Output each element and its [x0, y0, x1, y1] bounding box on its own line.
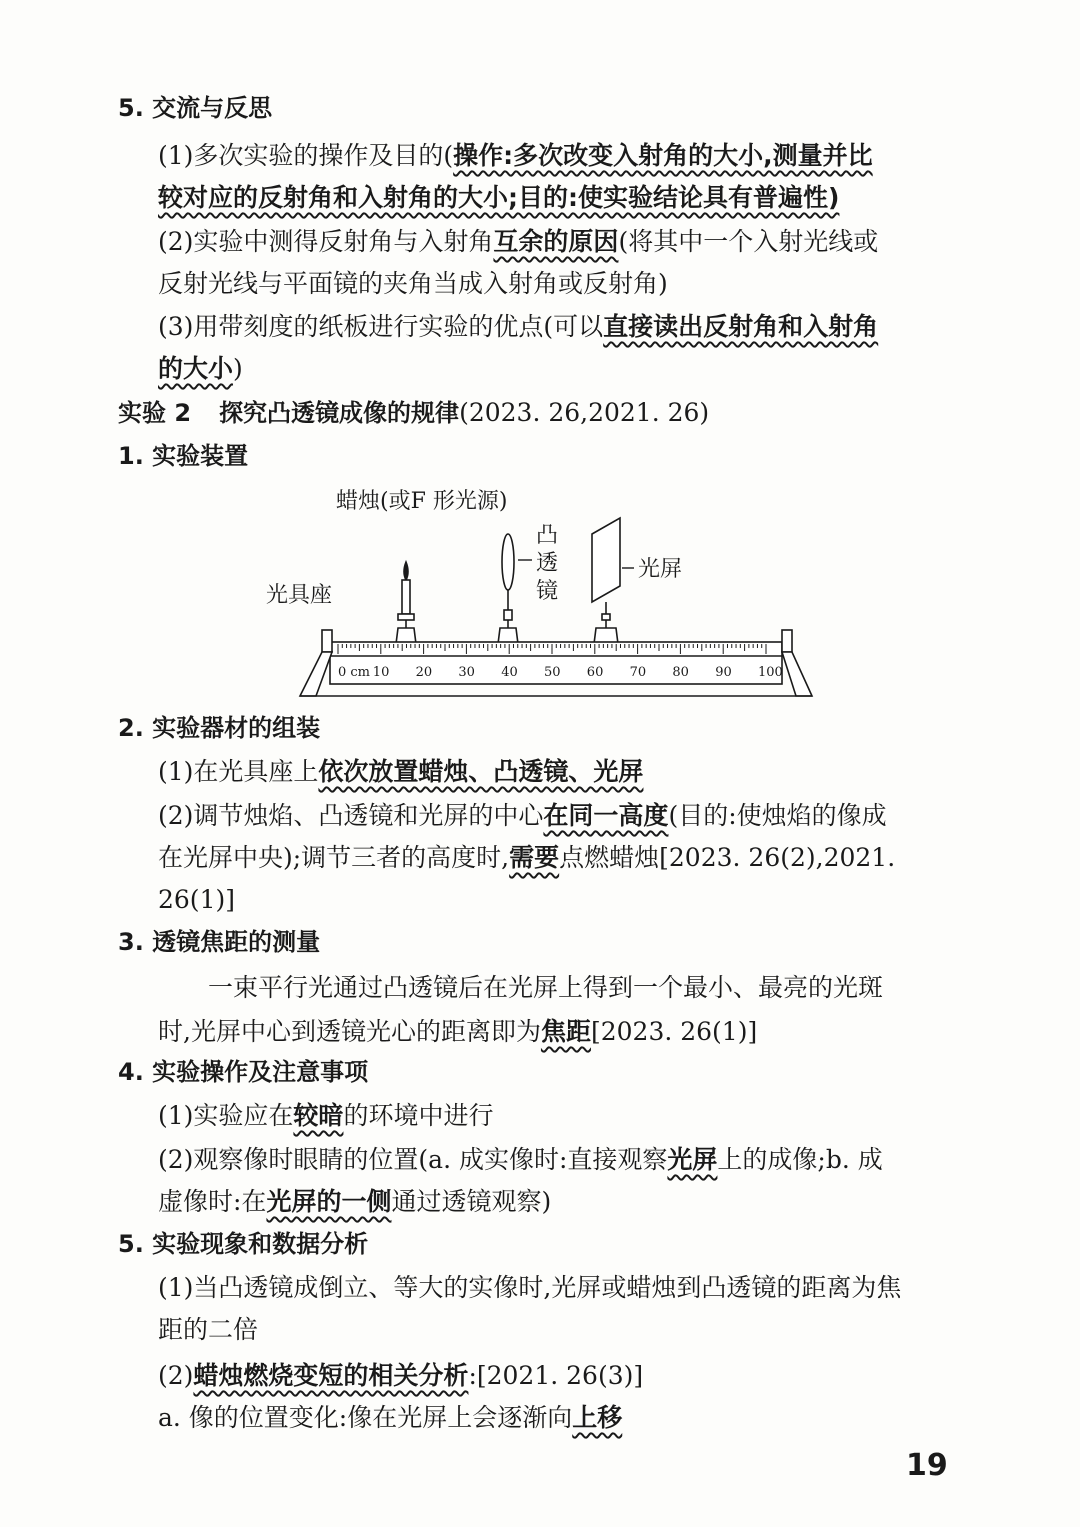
- paragraph-focal-line2: 时,光屏中心到透镜光心的距离即为焦距[2023. 26(1)]: [158, 1017, 758, 1046]
- section-heading-reflection: 5. 交流与反思: [118, 94, 273, 122]
- lens-label-2: 透: [536, 551, 559, 576]
- paragraph-repeat-experiment-line1: (1)多次实验的操作及目的(操作:多次改变入射角的大小,测量并比: [158, 141, 873, 170]
- light-screen-icon: [592, 518, 620, 644]
- candle-label: 蜡烛(或F 形光源): [336, 489, 508, 514]
- ruler-label: 100: [758, 665, 783, 680]
- ruler-label: 60: [586, 665, 604, 680]
- paragraph-scale-board-line1: (3)用带刻度的纸板进行实验的优点(可以直接读出反射角和入射角: [158, 312, 879, 341]
- section-heading-assembly: 2. 实验器材的组装: [118, 714, 321, 742]
- paragraph-placement: (1)在光具座上依次放置蜡烛、凸透镜、光屏: [158, 757, 644, 786]
- ruler-label: 10: [372, 665, 390, 680]
- bench-label: 光具座: [266, 583, 333, 608]
- experiment-title: 实验 2 探究凸透镜成像的规律(2023. 26,2021. 26): [118, 398, 710, 427]
- ruler-label: 30: [458, 665, 475, 680]
- section-heading-operation: 4. 实验操作及注意事项: [118, 1058, 369, 1086]
- paragraph-double-focal-line2: 距的二倍: [158, 1315, 259, 1344]
- paragraph-dark-environment: (1)实验应在较暗的环境中进行: [158, 1101, 494, 1130]
- section-heading-apparatus: 1. 实验装置: [118, 442, 249, 470]
- ruler-label: 80: [672, 665, 689, 680]
- paragraph-eye-position-line2: 虚像时:在光屏的一侧通过透镜观察): [158, 1187, 552, 1216]
- optical-bench: [300, 630, 812, 696]
- lens-label-3: 镜: [536, 579, 559, 604]
- paragraph-same-height-line1: (2)调节烛焰、凸透镜和光屏的中心在同一高度(目的:使烛焰的像成: [158, 801, 887, 830]
- paragraph-candle-shortening: (2)蜡烛燃烧变短的相关分析:[2021. 26(3)]: [158, 1361, 644, 1390]
- screen-label: 光屏: [638, 557, 683, 582]
- paragraph-eye-position-line1: (2)观察像时眼睛的位置(a. 成实像时:直接观察光屏上的成像;b. 成: [158, 1145, 883, 1174]
- paragraph-repeat-experiment-line2: 较对应的反射角和入射角的大小;目的:使实验结论具有普遍性): [158, 183, 840, 212]
- paragraph-scale-board-line2: 的大小): [158, 354, 243, 383]
- ruler-label: 40: [501, 665, 518, 680]
- paragraph-same-height-line2: 在光屏中央);调节三者的高度时,需要点燃蜡烛[2023. 26(2),2021.: [158, 843, 896, 872]
- ruler-label: 20: [415, 665, 433, 680]
- ruler-label: 0 cm: [338, 665, 371, 680]
- paragraph-image-shift: a. 像的位置变化:像在光屏上会逐渐向上移: [158, 1403, 623, 1432]
- page-number: 19: [906, 1448, 948, 1483]
- paragraph-focal-line1: 一束平行光通过凸透镜后在光屏上得到一个最小、最亮的光斑: [208, 973, 884, 1002]
- lens-label-1: 凸: [536, 523, 559, 548]
- convex-lens-icon: [498, 534, 518, 644]
- section-heading-focal-length: 3. 透镜焦距的测量: [118, 928, 321, 956]
- candle-icon: [396, 562, 416, 644]
- ruler-label: 70: [629, 665, 647, 680]
- paragraph-complementary-angle-line2: 反射光线与平面镜的夹角当成入射角或反射角): [158, 269, 668, 298]
- ruler-label: 50: [544, 665, 561, 680]
- paragraph-double-focal-line1: (1)当凸透镜成倒立、等大的实像时,光屏或蜡烛到凸透镜的距离为焦: [158, 1273, 902, 1302]
- ruler-label: 90: [715, 665, 732, 680]
- paragraph-same-height-line3: 26(1)]: [158, 885, 235, 914]
- optical-bench-figure: [260, 478, 820, 702]
- paragraph-complementary-angle-line1: (2)实验中测得反射角与入射角互余的原因(将其中一个入射光线或: [158, 227, 879, 256]
- section-heading-phenomena: 5. 实验现象和数据分析: [118, 1230, 369, 1258]
